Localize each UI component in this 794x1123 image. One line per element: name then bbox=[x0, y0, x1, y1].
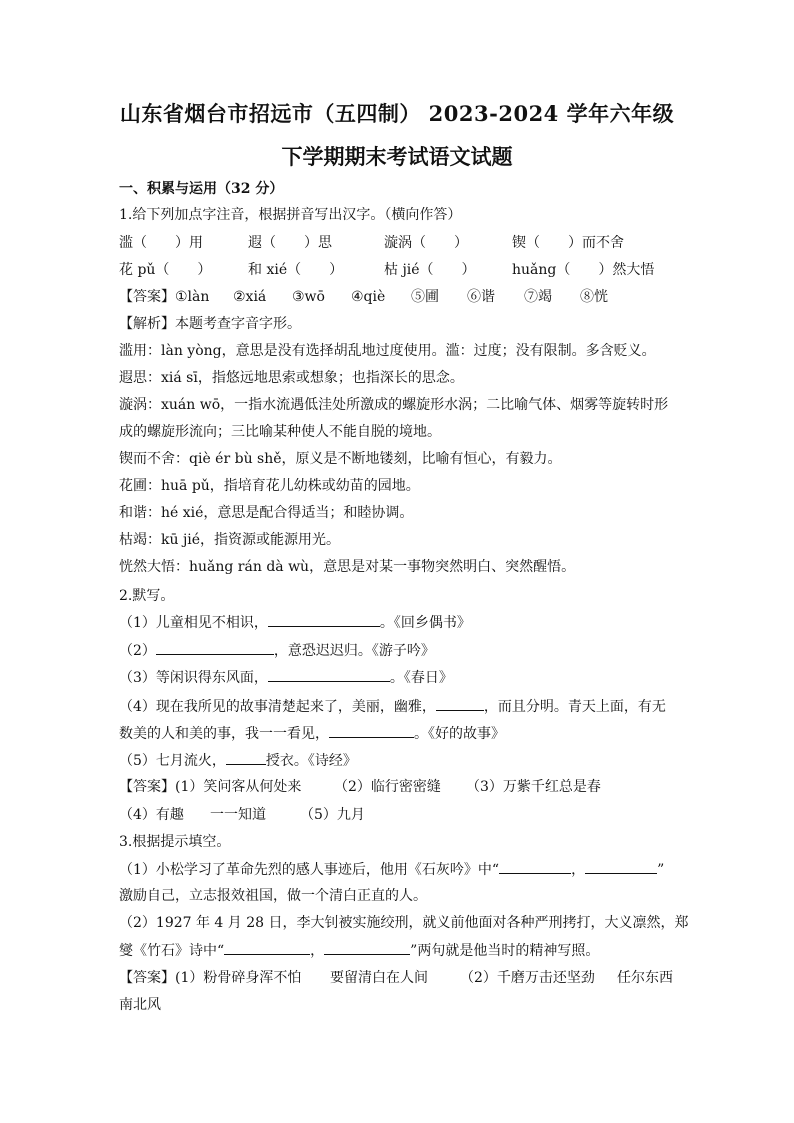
blank-line bbox=[585, 859, 657, 874]
explanation-line: 和谐：hé xié，意思是配合得适当；和睦协调。 bbox=[119, 505, 414, 521]
q3-item-2b-comma: ， bbox=[310, 943, 325, 959]
blank-line bbox=[499, 859, 571, 874]
q2-item-3-source: 。《春日》 bbox=[389, 670, 453, 686]
q1-analysis-intro: 本题考查字音字形。 bbox=[175, 316, 301, 332]
q2-answer: （5）九月 bbox=[300, 807, 365, 823]
q3-answer: (1）粉骨碎身浑不怕 bbox=[175, 970, 302, 986]
q2-item-2-text: （2） bbox=[119, 643, 156, 659]
q2-answer: 一一知道 bbox=[210, 807, 266, 823]
explanation-line: 漩涡：xuán wō，一指水流遇低洼处所激成的螺旋形水涡；二比喻气体、烟雾等旋转时形 bbox=[119, 397, 669, 413]
q3-item-2b-text: 燮《竹石》诗中“ bbox=[119, 943, 225, 959]
q1-item-2: 遐（ ）思 bbox=[248, 235, 332, 251]
q1-item-8: huǎng（ ）然大悟 bbox=[512, 262, 655, 278]
q1-answer-5: ⑤圃 bbox=[411, 289, 439, 305]
q2-item-3-text: （3）等闲识得东风面， bbox=[119, 670, 268, 686]
q1-item-1: 滥（ ）用 bbox=[119, 235, 203, 251]
q3-item-2b bbox=[119, 940, 599, 961]
q1-answer-3: ③wō bbox=[292, 289, 325, 305]
q3-answer-label: 【答案】 bbox=[119, 970, 175, 986]
blank-line bbox=[224, 940, 310, 955]
q2-item-4-cont: ，而且分明。青天上面，有无 bbox=[483, 699, 666, 715]
q3-item-1-close: ” bbox=[657, 862, 665, 878]
q3-item-2b-end: ”两句就是他当时的精神写照。 bbox=[410, 943, 600, 959]
q1-answer-8: ⑧恍 bbox=[580, 289, 608, 305]
q2-item-4b-text: 数美的人和美的事，我一一看见， bbox=[119, 726, 329, 742]
q3-item-1-text: （1）小松学习了革命先烈的感人事迹后，他用《石灰吟》中“ bbox=[119, 862, 500, 878]
q2-item-1-source: 。《回乡偶书》 bbox=[379, 615, 471, 631]
q2-item-1-text: （1）儿童相见不相识， bbox=[119, 615, 268, 631]
q1-item-6: 和 xié（ ） bbox=[248, 262, 344, 278]
q3-item-1b: 激励自己，立志报效祖国，做一个清白正直的人。 bbox=[119, 888, 427, 904]
q2-item-3 bbox=[119, 667, 453, 688]
q1-item-5: 花 pǔ（ ） bbox=[119, 262, 212, 278]
title-line-2: 下学期期末考试语文试题 bbox=[281, 144, 513, 169]
q1-answer-1: ①làn bbox=[175, 289, 210, 305]
blank-line bbox=[226, 750, 266, 765]
q1-answer-6: ⑥谐 bbox=[467, 289, 495, 305]
q2-item-4b-source: 。《好的故事》 bbox=[414, 726, 505, 742]
q3-answer: 任尔东西 bbox=[617, 970, 673, 986]
blank-line bbox=[268, 667, 390, 682]
q1-analysis-label: 【解析】 bbox=[119, 316, 175, 332]
title-line-1: 山东省烟台市招远市（五四制） 2023-2024 学年六年级 bbox=[119, 101, 675, 126]
blank-line bbox=[436, 696, 484, 711]
explanation-line: 滥用：làn yòng，意思是没有选择胡乱地过度使用。滥：过度；没有限制。多含贬义。 bbox=[119, 343, 656, 359]
q2-answer: (1）笑问客从何处来 bbox=[175, 779, 302, 795]
explanation-line: 成的螺旋形流向；三比喻某种使人不能自脱的境地。 bbox=[119, 424, 441, 440]
q3-item-1-comma: ， bbox=[571, 862, 586, 878]
q2-answer: （4）有趣 bbox=[119, 807, 184, 823]
q2-item-1 bbox=[119, 612, 471, 633]
q2-answer-label: 【答案】 bbox=[119, 779, 175, 795]
q1-answer-2: ②xiá bbox=[233, 289, 267, 305]
q3-answer: 要留清白在人间 bbox=[330, 970, 428, 986]
q2-item-5-text: （5）七月流火， bbox=[119, 753, 226, 769]
blank-line bbox=[268, 612, 380, 627]
blank-line bbox=[329, 723, 414, 738]
explanation-line: 花圃：huā pǔ，指培育花儿幼株或幼苗的园地。 bbox=[119, 478, 420, 494]
explanation-line: 锲而不舍：qiè ér bù shě，原义是不断地镂刻，比喻有恒心，有毅力。 bbox=[119, 451, 562, 467]
q1-prompt: 1.给下列加点字注音，根据拼音写出汉字。（横向作答） bbox=[119, 207, 462, 223]
q2-item-4-text: （4）现在我所见的故事清楚起来了，美丽，幽雅， bbox=[119, 699, 436, 715]
q3-answer: （2）千磨万击还坚劲 bbox=[460, 970, 595, 986]
q2-prompt: 2.默写。 bbox=[119, 588, 175, 604]
q1-item-4: 锲（ ）而不舍 bbox=[512, 235, 624, 251]
q2-item-5 bbox=[119, 750, 357, 771]
q1-answer-4: ④qiè bbox=[351, 289, 386, 305]
blank-line bbox=[156, 640, 274, 655]
q1-answer-label: 【答案】 bbox=[119, 289, 175, 305]
q3-item-1 bbox=[119, 859, 664, 880]
section-heading: 一、积累与运用（32 分） bbox=[119, 181, 284, 197]
q2-item-4 bbox=[119, 696, 666, 717]
q3-item-2: （2）1927 年 4 月 28 日，李大钊被实施绞刑，就义前他面对各种严刑拷打，大义凛然，郑 bbox=[119, 915, 689, 931]
q2-item-2 bbox=[119, 640, 435, 661]
blank-line bbox=[324, 940, 410, 955]
q2-item-5-source: 授衣。《诗经》 bbox=[265, 753, 357, 769]
q1-item-3: 漩涡（ ） bbox=[384, 235, 468, 251]
q2-item-4b bbox=[119, 723, 505, 744]
explanation-line: 遐思：xiá sī，指悠远地思索或想象；也指深长的思念。 bbox=[119, 370, 464, 386]
q3-answer: 南北风 bbox=[119, 997, 161, 1013]
q2-item-2-source: ，意恐迟迟归。《游子吟》 bbox=[273, 643, 435, 659]
q3-prompt: 3.根据提示填空。 bbox=[119, 834, 231, 850]
q1-answer-7: ⑦竭 bbox=[524, 289, 552, 305]
q2-answer: （3）万紫千红总是春 bbox=[466, 779, 601, 795]
q2-answer: （2）临行密密缝 bbox=[334, 779, 441, 795]
explanation-line: 枯竭：kū jié，指资源或能源用光。 bbox=[119, 532, 341, 548]
explanation-line: 恍然大悟：huǎng rán dà wù，意思是对某一事物突然明白、突然醒悟。 bbox=[119, 559, 576, 575]
q1-item-7: 枯 jié（ ） bbox=[384, 262, 476, 278]
